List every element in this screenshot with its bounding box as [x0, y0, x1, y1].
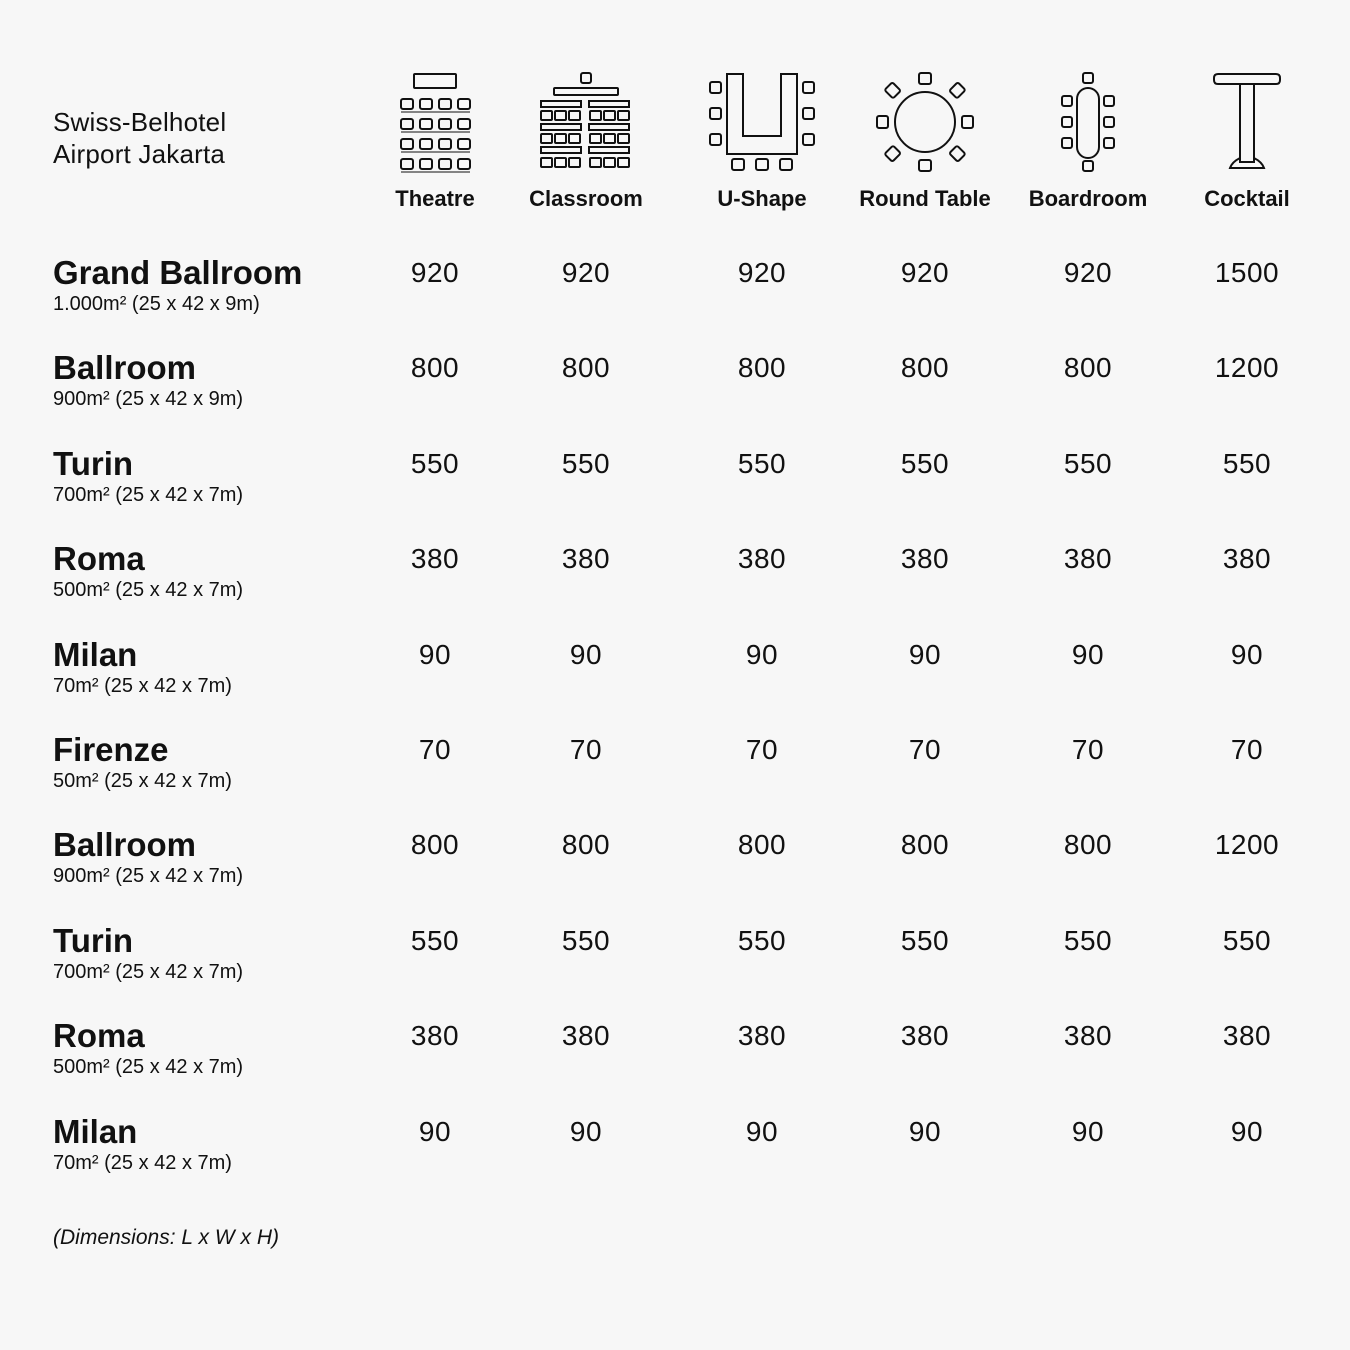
room-dimensions: 900m² (25 x 42 x 9m)	[53, 388, 244, 411]
room-dimensions: 900m² (25 x 42 x 7m)	[53, 865, 244, 888]
capacity-cell: 70	[1071, 733, 1105, 765]
capacity-cell: 90	[569, 1115, 603, 1147]
capacity-cell: 380	[1063, 1020, 1113, 1052]
capacity-cell: 70	[745, 733, 779, 765]
table-row	[0, 731, 1350, 826]
column-label: Classroom	[529, 186, 643, 211]
capacity-cell: 380	[561, 543, 611, 575]
capacity-cell: 70	[908, 733, 942, 765]
capacity-cell: 90	[745, 1115, 779, 1147]
room-name: Roma	[53, 1017, 145, 1055]
boardroom-layout-icon	[1033, 70, 1143, 174]
column-round-table	[840, 70, 1010, 212]
capacity-cell: 800	[1063, 352, 1113, 384]
capacity-cell: 380	[410, 1020, 460, 1052]
capacity-cell: 70	[569, 733, 603, 765]
column-boardroom	[1003, 70, 1173, 212]
capacity-cell: 380	[410, 543, 460, 575]
capacity-cell: 1200	[1214, 829, 1280, 861]
table-row	[0, 922, 1350, 1017]
room-dimensions: 500m² (25 x 42 x 7m)	[53, 579, 244, 602]
capacity-cell: 550	[561, 447, 611, 479]
capacity-cell: 90	[745, 638, 779, 670]
capacity-cell: 800	[561, 352, 611, 384]
room-dimensions: 70m² (25 x 42 x 7m)	[53, 674, 232, 697]
room-name: Ballroom	[53, 349, 197, 387]
table-row	[0, 1113, 1350, 1208]
room-name: Turin	[53, 921, 134, 959]
capacity-cell: 800	[737, 352, 787, 384]
capacity-cell: 90	[1230, 638, 1264, 670]
column-u-shape	[677, 70, 847, 212]
room-dimensions: 500m² (25 x 42 x 7m)	[53, 1056, 244, 1079]
room-dimensions: 50m² (25 x 42 x 7m)	[53, 769, 232, 792]
column-label: Cocktail	[1204, 186, 1290, 211]
capacity-cell: 550	[1222, 447, 1272, 479]
column-classroom	[501, 70, 671, 212]
capacity-cell: 550	[737, 447, 787, 479]
capacity-cell: 90	[908, 638, 942, 670]
capacity-cell: 380	[1222, 543, 1272, 575]
capacity-cell: 800	[410, 829, 460, 861]
capacity-cell: 380	[737, 543, 787, 575]
room-name: Roma	[53, 540, 145, 578]
capacity-cell: 90	[418, 1115, 452, 1147]
u-shape-layout-icon	[707, 70, 817, 174]
capacity-cell: 800	[737, 829, 787, 861]
room-name: Milan	[53, 635, 138, 673]
capacity-cell: 550	[1222, 924, 1272, 956]
column-cocktail	[1162, 70, 1332, 212]
capacity-cell: 90	[1230, 1115, 1264, 1147]
capacity-cell: 800	[900, 829, 950, 861]
column-label: Round Table	[859, 186, 991, 211]
theatre-layout-icon	[380, 70, 490, 174]
round-table-layout-icon	[870, 70, 980, 174]
capacity-cell: 380	[1063, 543, 1113, 575]
capacity-cell: 550	[900, 447, 950, 479]
table-row	[0, 254, 1350, 349]
capacity-cell: 550	[561, 924, 611, 956]
capacity-cell: 70	[418, 733, 452, 765]
capacity-table	[0, 254, 1350, 1208]
capacity-cell: 90	[1071, 1115, 1105, 1147]
room-dimensions: 1.000m² (25 x 42 x 9m)	[53, 293, 260, 315]
column-label: Boardroom	[1028, 186, 1148, 211]
capacity-cell: 920	[737, 257, 787, 288]
capacity-cell: 800	[410, 352, 460, 384]
room-dimensions: 700m² (25 x 42 x 7m)	[53, 960, 244, 983]
dimensions-note: (Dimensions: L x W x H)	[53, 1226, 279, 1249]
capacity-cell: 90	[418, 638, 452, 670]
capacity-cell: 550	[737, 924, 787, 956]
capacity-cell: 380	[561, 1020, 611, 1052]
hotel-name-line1: Swiss-Belhotel	[53, 107, 227, 137]
room-name: Firenze	[53, 730, 169, 768]
room-dimensions: 70m² (25 x 42 x 7m)	[53, 1151, 232, 1174]
capacity-cell: 380	[1222, 1020, 1272, 1052]
capacity-cell: 90	[569, 638, 603, 670]
capacity-cell: 70	[1230, 733, 1264, 765]
column-theatre	[350, 70, 520, 212]
capacity-cell: 90	[908, 1115, 942, 1147]
capacity-cell: 800	[1063, 829, 1113, 861]
capacity-cell: 550	[410, 447, 460, 479]
room-name: Grand Ballroom	[53, 254, 303, 291]
capacity-cell: 380	[900, 1020, 950, 1052]
room-name: Ballroom	[53, 826, 197, 864]
table-row	[0, 636, 1350, 731]
capacity-cell: 1200	[1214, 352, 1280, 384]
capacity-cell: 550	[1063, 924, 1113, 956]
hotel-name-line2: Airport Jakarta	[53, 139, 226, 169]
room-name: Turin	[53, 444, 134, 482]
capacity-cell: 800	[561, 829, 611, 861]
table-row	[0, 1017, 1350, 1112]
classroom-layout-icon	[531, 70, 641, 174]
column-label: Theatre	[395, 186, 475, 211]
capacity-cell: 380	[737, 1020, 787, 1052]
table-row	[0, 445, 1350, 540]
table-row	[0, 540, 1350, 635]
capacity-cell: 550	[410, 924, 460, 956]
table-row	[0, 349, 1350, 444]
room-name: Milan	[53, 1112, 138, 1150]
capacity-cell: 920	[1063, 257, 1113, 288]
capacity-cell: 550	[900, 924, 950, 956]
capacity-cell: 1500	[1214, 257, 1280, 288]
capacity-cell: 90	[1071, 638, 1105, 670]
capacity-cell: 920	[900, 257, 950, 288]
capacity-cell: 380	[900, 543, 950, 575]
capacity-cell: 920	[410, 257, 460, 288]
column-label: U-Shape	[717, 186, 807, 211]
hotel-name	[53, 106, 226, 170]
capacity-cell: 550	[1063, 447, 1113, 479]
capacity-cell: 920	[561, 257, 611, 288]
capacity-cell: 800	[900, 352, 950, 384]
cocktail-table-icon	[1192, 70, 1302, 174]
room-dimensions: 700m² (25 x 42 x 7m)	[53, 483, 244, 506]
table-row	[0, 826, 1350, 921]
